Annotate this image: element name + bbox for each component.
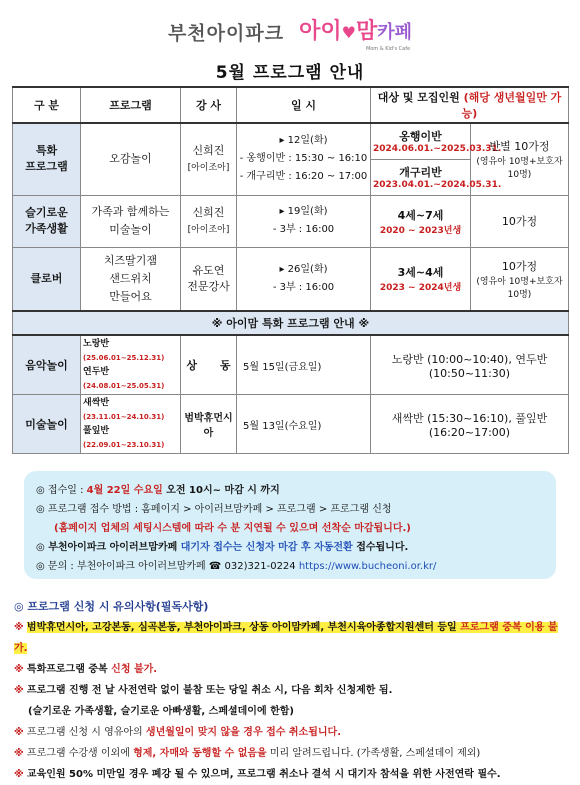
caution-section bbox=[14, 596, 570, 785]
special-teacher: 상 동 bbox=[181, 335, 237, 395]
caution-item: (슬기로운 가족생활, 슬기로운 아빠생활, 스페셜데이에 한함) bbox=[28, 706, 294, 717]
table-row bbox=[13, 123, 569, 159]
special-groups: 새싹반(23.11.01~24.10.31) 풀잎반(22.09.01~23.10.31) bbox=[81, 395, 181, 454]
row-target: 개구리반 2023.04.01.~2024.05.31. bbox=[371, 159, 471, 195]
row-target: 옹행이반 2024.06.01.~2025.03.31. bbox=[371, 123, 471, 159]
col-header-program: 프로그램 bbox=[81, 87, 181, 123]
special-row bbox=[13, 335, 569, 395]
program-table bbox=[12, 86, 569, 454]
row-target: 4세~7세 2020 ~ 2023년생 bbox=[371, 195, 471, 247]
row-category: 클로버 bbox=[13, 247, 81, 311]
brand-logo: 아이♥맘카페 Mom & Kid's Cafe bbox=[299, 19, 413, 52]
notice-line: ◎ 접수일 : 4월 22일 수요일 오전 10시~ 마감 시 까지 bbox=[36, 485, 280, 496]
row-program: 가족과 함께하는 미술놀이 bbox=[81, 195, 181, 247]
table-header-row bbox=[13, 87, 569, 123]
special-date: 5월 15일(금요일) bbox=[237, 335, 371, 395]
heart-icon: ♥ bbox=[341, 23, 357, 42]
table-row bbox=[13, 195, 569, 247]
row-teacher: 신희진 [아이조아] bbox=[181, 123, 237, 195]
row-capacity: 반별 10가정 (영유아 10명+보호자 10명) bbox=[471, 123, 569, 195]
row-teacher: 유도연 전문강사 bbox=[181, 247, 237, 311]
caution-item: ※ 프로그램 수강생 이외에 형제, 자매와 동행할 수 없음을 미리 알려드립니다. (가족생활, 스페셜데이 제외) bbox=[14, 748, 481, 759]
row-capacity: 10가정 (영유아 10명+보호자 10명) bbox=[471, 247, 569, 311]
special-banner-row bbox=[13, 311, 569, 335]
row-datetime: ▸ 12일(화) - 옹행이반 : 15:30 ~ 16:10 - 개구리반 : 16:20 ~ 17:00 bbox=[237, 123, 371, 195]
caution-item: ※ 특화프로그램 중복 신청 불가. bbox=[14, 664, 158, 675]
caution-item: ※ 범박휴먼시아, 고강본동, 심곡본동, 부천아이파크, 상동 아이맘카페, 부천시육아종합지원센터 등일 프로그램 중복 이용 불가. bbox=[14, 622, 558, 654]
col-header-target: 대상 및 모집인원 (해당 생년월일만 가능) bbox=[371, 87, 569, 123]
row-category: 특화 프로그램 bbox=[13, 123, 81, 195]
caution-heading: ◎ 프로그램 신청 시 유의사항(필독사항) bbox=[14, 600, 209, 613]
notice-line: ◎ 프로그램 접수 방법 : 홈페이지 > 아이러브맘카페 > 프로그램 > 프로그램 신청 bbox=[36, 504, 392, 515]
table-row bbox=[13, 247, 569, 311]
special-banner: ※ 아이맘 특화 프로그램 안내 ※ bbox=[13, 311, 569, 335]
caution-item: ※ 프로그램 진행 전 날 사전연락 없이 불참 또는 당일 취소 시, 다음 회차 신청제한 됨. bbox=[14, 685, 393, 696]
special-times: 노랑반 (10:00~10:40), 연두반 (10:50~11:30) bbox=[371, 335, 569, 395]
notice-line: ◎ 문의 : 부천아이파크 아이러브맘카페 ☎ 032)321-0224 https://www.bucheoni.or.kr/ bbox=[36, 561, 437, 572]
special-teacher: 범박휴먼시아 bbox=[181, 395, 237, 454]
org-name: 부천아이파크 bbox=[167, 22, 285, 45]
row-datetime: ▸ 26일(화) - 3부 : 16:00 bbox=[237, 247, 371, 311]
row-target: 3세~4세 2023 ~ 2024년생 bbox=[371, 247, 471, 311]
special-category: 미술놀이 bbox=[13, 395, 81, 454]
caution-item: ※ 프로그램 신청 시 영유아의 생년월일이 맞지 않을 경우 접수 취소됩니다. bbox=[14, 727, 341, 738]
col-header-category: 구 분 bbox=[13, 87, 81, 123]
notice-line: ◎ 부천아이파크 아이러브맘카페 대기자 접수는 신청자 마감 후 자동전환 접수됩니다. bbox=[36, 542, 409, 553]
website-link[interactable]: https://www.bucheoni.or.kr/ bbox=[298, 561, 437, 572]
row-category: 슬기로운 가족생활 bbox=[13, 195, 81, 247]
special-category: 음악놀이 bbox=[13, 335, 81, 395]
page-title: 5월 프로그램 안내 bbox=[215, 63, 365, 83]
col-header-datetime: 일 시 bbox=[237, 87, 371, 123]
col-header-teacher: 강 사 bbox=[181, 87, 237, 123]
special-groups: 노랑반(25.06.01~25.12.31) 연두반(24.08.01~25.05.31) bbox=[81, 335, 181, 395]
row-teacher: 신희진 [아이조아] bbox=[181, 195, 237, 247]
row-capacity: 10가정 bbox=[471, 195, 569, 247]
special-row bbox=[13, 395, 569, 454]
row-datetime: ▸ 19일(화) - 3부 : 16:00 bbox=[237, 195, 371, 247]
notice-line: (홈페이지 업체의 세팅시스템에 따라 수 분 지연될 수 있으며 선착순 마감됩니다.) bbox=[54, 523, 411, 534]
special-date: 5월 13일(수요일) bbox=[237, 395, 371, 454]
header bbox=[0, 14, 580, 54]
special-times: 새싹반 (15:30~16:10), 풀잎반 (16:20~17:00) bbox=[371, 395, 569, 454]
caution-item: ※ 교육인원 50% 미만일 경우 폐강 될 수 있으며, 프로그램 취소나 결석 시 대기자 참석을 위한 사전연락 필수. bbox=[14, 769, 501, 780]
notice-box bbox=[24, 471, 556, 579]
row-program: 오감놀이 bbox=[81, 123, 181, 195]
row-program: 치즈딸기잼 샌드위치 만들어요 bbox=[81, 247, 181, 311]
